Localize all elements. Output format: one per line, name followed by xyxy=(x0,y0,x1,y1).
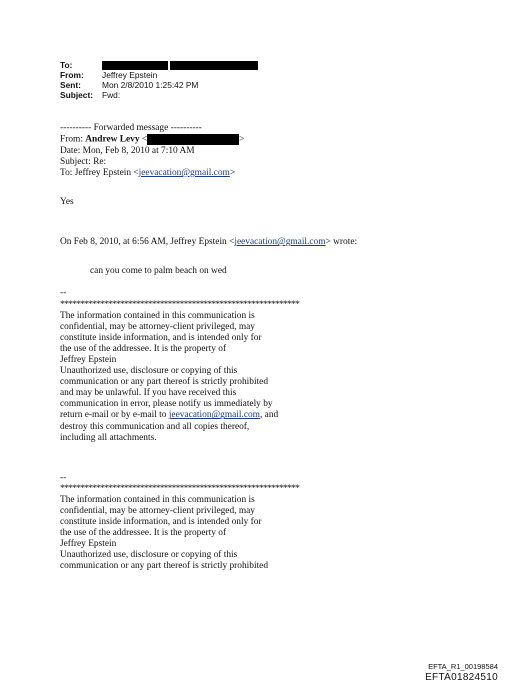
disclaimer1-line: destroy this communication and all copies thereof, xyxy=(60,421,250,432)
disclaimer1-email-link[interactable]: jeevacation@gmail.com xyxy=(168,410,260,421)
disclaimer1-line: the use of the addressee. It is the property of xyxy=(60,343,227,354)
email-body xyxy=(60,123,460,573)
disclaimer1-line: including all attachments. xyxy=(60,432,157,443)
disclaimer2-line: communication or any part thereof is strictly prohibited xyxy=(60,561,269,572)
disclaimer1-line: constitute inside information, and is intended only for xyxy=(60,332,262,343)
disclaimer1-line: The information contained in this communication is xyxy=(60,310,255,321)
bates-number-secondary: EFTA01824510 xyxy=(425,672,498,683)
forwarded-subject-line: Subject: Re: xyxy=(60,156,107,167)
disclaimer2-line: Jeffrey Epstein xyxy=(60,539,117,550)
from-label: From: xyxy=(60,70,84,80)
spacer xyxy=(60,444,460,473)
disclaimer1-line: confidential, may be attorney-client privileged, may xyxy=(60,321,255,332)
sent-row xyxy=(60,80,258,90)
to-value xyxy=(102,60,258,70)
forwarded-from-prefix: From: xyxy=(60,134,86,145)
disclaimer1-stars: ************************************************************ xyxy=(60,299,300,310)
to-label: To: xyxy=(60,60,73,70)
disclaimer2-line: constitute inside information, and is intended only for xyxy=(60,517,262,528)
sent-label: Sent: xyxy=(60,80,81,90)
redaction-bar xyxy=(147,134,239,145)
disclaimer2-line: the use of the addressee. It is the property of xyxy=(60,528,227,539)
disclaimer1-line: Jeffrey Epstein xyxy=(60,354,117,365)
forwarded-to-email-link[interactable]: jeevacation@gmail.com xyxy=(138,168,230,179)
forwarded-from-close: > xyxy=(239,134,245,145)
disclaimer2-line: confidential, may be attorney-client privileged, may xyxy=(60,506,255,516)
disclaimer2-line: Unauthorized use, disclosure or copying of this xyxy=(60,550,238,561)
disclaimer1-l10-suffix: , and xyxy=(259,410,279,421)
disclaimer2-dash: -- xyxy=(60,472,67,483)
subject-label: Subject: xyxy=(60,90,94,100)
forwarded-to-prefix: To: Jeffrey Epstein < xyxy=(60,168,139,179)
email-header xyxy=(60,60,258,100)
disclaimer1-line: communication in error, please notify us immediately by xyxy=(60,399,273,410)
disclaimer1-line: Unauthorized use, disclosure or copying of this xyxy=(60,366,238,377)
quoted-message: can you come to palm beach on wed xyxy=(90,266,227,277)
forwarded-divider: ---------- Forwarded message ---------- xyxy=(60,123,202,133)
spacer xyxy=(60,179,460,197)
bates-number-primary: EFTA_R1_00198584 xyxy=(428,662,498,671)
sent-value: Mon 2/8/2010 1:25:42 PM xyxy=(102,80,199,90)
disclaimer1-line xyxy=(60,410,460,421)
disclaimer1-line: communication or any part thereof is strictly prohibited xyxy=(60,377,269,388)
quoted-intro xyxy=(60,237,460,248)
quoted-intro-suffix: > wrote: xyxy=(325,237,358,248)
forwarded-from-line xyxy=(60,134,460,146)
spacer xyxy=(60,208,460,237)
quoted-intro-email-link[interactable]: jeevacation@gmail.com xyxy=(234,237,326,248)
disclaimer2-stars: ************************************************************ xyxy=(60,483,300,494)
disclaimer1-dash: -- xyxy=(60,288,67,299)
disclaimer1-line: and may be unlawful. If you have received this xyxy=(60,388,237,399)
subject-row xyxy=(60,90,258,100)
forwarded-date-line: Date: Mon, Feb 8, 2010 at 7:10 AM xyxy=(60,145,195,156)
forwarded-from-open: < xyxy=(139,134,148,145)
subject-value: Fwd: xyxy=(102,90,121,100)
disclaimer1-l10-prefix: return e-mail or by e-mail to xyxy=(60,410,169,421)
from-row xyxy=(60,70,258,80)
from-value: Jeffrey Epstein xyxy=(102,70,158,80)
disclaimer2-line: The information contained in this communication is xyxy=(60,494,255,505)
to-row xyxy=(60,60,258,70)
spacer xyxy=(60,248,460,266)
reply-text: Yes xyxy=(60,197,74,208)
redaction-bar xyxy=(170,61,258,70)
quoted-intro-prefix: On Feb 8, 2010, at 6:56 AM, Jeffrey Epstein < xyxy=(60,237,235,248)
redaction-bar xyxy=(102,61,168,70)
forwarded-to-suffix: > xyxy=(229,168,236,179)
spacer xyxy=(60,277,460,288)
forwarded-to-line xyxy=(60,168,460,179)
forwarded-from-name: Andrew Levy xyxy=(85,134,140,145)
